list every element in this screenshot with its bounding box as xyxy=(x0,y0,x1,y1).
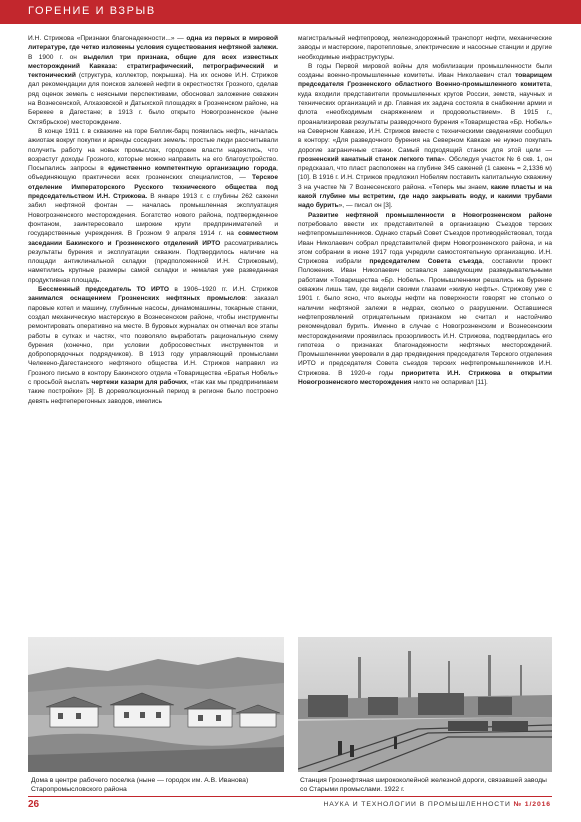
text-run: никто не оспаривал [11]. xyxy=(411,378,488,386)
bold-text-run: приоритета И.Н. Стрижова в открытии Новогрозненского месторождения xyxy=(298,369,553,386)
paragraph xyxy=(28,127,278,285)
bold-text-run: какие пласты и на какой глубине мы встретим, где надо закрывать воду, и какими трубами надо бурить xyxy=(298,183,553,210)
figure-caption: Станция Грознефтяная ширококолейной железной дороги, связавшей заводы со Старыми промыслами. 1922 г. xyxy=(300,777,547,793)
text-run: магистральный нефтепровод, железнодорожный транспорт нефти, механические заводы и мастерские, паротепловые, электрические и насосные станции и другие необходимые инфраструктуры. xyxy=(298,35,552,61)
bold-text-run: товарищем председателя Грозненского областного Военно-промышленного комитета xyxy=(298,72,552,89)
text-run: В 1900 г. он xyxy=(28,53,84,61)
text-run: потребовало ввести их представителей в организацию Съездов терских нефтепромышленников. Однако старый Совет Съездов противодействовал, тогда Иван Николаевич собрал представителей фирм Новогрозненского района, и на этом собрании в июне 1917 года учредили самостоятельную организацию. И.Н. Стрижова избрали xyxy=(298,220,552,266)
section-header-bar xyxy=(0,0,581,24)
text-run: рассматривались результаты бурения и эксплуатации скважин. Подтвердилось наличие на площади антиклинальной складки (предположенной И.Н. Стрижовым), наметились крупные размеры самой складки и немалая уже разведанная продуктивная площадь. xyxy=(28,239,279,284)
text-run: (структура, коллектор, покрышка). На их основе И.Н. Стрижов дал рекомендации для поисков залежей нефти в окрестностях Грозного, сделав ряд оценок земель с неясными перспективами, обосновал заложение скважин на Вознесенской, Алхазовской и Датыхской площадях в Грозненском районе, на Берекее в Дагестане; в 1913 г. было открыто Новогрозненское (ныне Октябрьское) месторождение. xyxy=(28,72,278,126)
bold-text-run: Бессменный председатель ТО ИРТО xyxy=(38,286,170,294)
journal-name: НАУКА И ТЕХНОЛОГИИ В ПРОМЫШЛЕННОСТИ xyxy=(323,801,511,808)
text-run: , составили проект Положения. Иван Николаевич оставался заведующим разведывательными работами «Товарищества «Бр. Нобель». Промышленники решались на бурение скважин лишь там, где видели своими глазами «живую нефть». Стрижову уже с 1901 г. было ясно, что выходы нефти на поверхности говорят не столько о наличии нефтяной залежи в недрах, сколько о разрушении. Оставшиеся нефтепроявлений отрицательным признаком не считал и настойчиво рекомендовал бурить. Именно в случае с Новогрозненским и Вознесенским месторождениями проявилась прозорливость И.Н. Стрижова, подтвердилась его гипотеза о признаках благонадежности нефтяных месторождений. Промышленники уверовали в дар предвидения председателя Терского отделения ИРТО и председателя Совета съездов терских нефтепромышленников И.Н. Стрижова. В 1920-е годы xyxy=(298,258,552,377)
text-run: , объединяющую практически всех грозненских специалистов, — xyxy=(28,165,279,182)
text-run: , «так как мы предпринимаем такие постройки» [3]. В дореволюционный период в регионе было построено девять нефтеперегонных заводов, имелись xyxy=(28,378,278,405)
bold-text-run: Развитие нефтяной промышленности в Новогрозненском районе xyxy=(308,211,552,219)
journal-issue: № 1/2016 xyxy=(513,801,551,808)
paragraph xyxy=(28,285,278,406)
village-houses-photo xyxy=(28,637,284,772)
bold-text-run: единственно компетентную организацию города xyxy=(108,165,277,173)
figure-caption: Дома в центре рабочего поселка (ныне — городок им. А.В. Иванова) Старопромысловского района xyxy=(31,777,249,793)
footer-rule xyxy=(28,796,552,797)
text-run: И.Н. Стрижова «Признаки благонадежности...» — xyxy=(28,35,187,42)
bold-text-run: Терское отделение Императорского Русского технического общества под председательством И.Н. Стрижова. xyxy=(28,174,278,201)
journal-title xyxy=(323,801,551,808)
text-run: , куда входили представители промышленных кругов России, земств, научных и технических организаций и др. Главная их задача состояла в снабжении армии и флота «необходимым снаряжением и продовольствием». В 1915 г., проанализировав результаты разведочного бурения «Товарищества «Бр. Нобель» на Северном Кавказе, И.Н. Стрижов вместе с техническими сведениями сообщил в контору: «Для разведочного бурения на Северном Кавказе не нужно покупать дорогие заграничные станки. Самый подходящий станок для этой цели — xyxy=(298,81,552,154)
text-run: В конце 1911 г. в скважине на горе Беллик-барц появилась нефть, началась ажиотаж вокруг покупки и аренды соседних земель: простые люди рассчитывали получить работу на новых промыслах, городские власти надеялись, что возрастут доходы Грозного, которые можно направить на его благоустройство. Посыпались запросы в xyxy=(28,127,278,173)
bold-text-run: грозненский канатный станок легкого типа xyxy=(298,155,441,163)
bold-text-run: совместном заседании Бакинского и Грозненского отделений ИРТО xyxy=(28,230,278,247)
page-number: 26 xyxy=(28,799,40,810)
bold-text-run: чертежи казарм для рабочих xyxy=(91,378,187,386)
right-text-column xyxy=(298,34,552,387)
bold-text-run: председателем Совета съезда xyxy=(369,258,483,266)
section-title: ГОРЕНИЕ И ВЗРЫВ xyxy=(28,5,156,17)
text-run: ». Обследуя участок № 6 скв. 1, он предсказал, что пласт расположен на глубине 345 саженей (1 сажень = 2,1336 м) [10]. В 1916 г. И.Н. Стрижов предложил Нобелям поставить капитальную скважину 3 на участке № 7 Вознесенского района. «Теперь мы знаем, xyxy=(298,155,552,191)
text-run: В январе 1913 г. с глубины 262 сажени забил нефтяной фонтан — началась промышленная эксплуатация Новогрозненского месторождения. Богатство нового района, подтвержденное фонтаном, заинтересовало широкие круги предпринимателей и государственные учреждения. В Грозном 9 апреля 1914 г. на xyxy=(28,193,278,238)
railway-station-photo xyxy=(298,637,552,772)
paragraph xyxy=(298,211,552,388)
text-run: В годы Первой мировой войны для мобилизации промышленности были созданы военно-промышленные комитеты. Иван Николаевич стал xyxy=(298,62,552,80)
paragraph xyxy=(298,62,552,211)
left-text-column xyxy=(28,34,278,406)
bold-text-run: одна из первых в мировой литературе, где четко изложены условия существования нефтяной залежи. xyxy=(28,35,278,52)
text-run: в 1906–1920 гг. И.Н. Стрижов xyxy=(169,286,278,294)
text-run: », — писал он [3]. xyxy=(338,202,393,210)
bold-text-run: выделил три признака, общие для всех известных месторождений Кавказа: стратиграфический, петрографический и тектонический xyxy=(28,53,278,80)
paragraph xyxy=(28,34,278,127)
bold-text-run: занимался оснащением Грозненских нефтяных промыслов xyxy=(28,295,246,303)
paragraph xyxy=(298,34,552,62)
text-run: : заказал паровые котел и машину, глубинные насосы, динамомашины, токарные станки, создал механическую мастерскую в Вознесенском районе, чтобы инструменты ремонтировать оперативно на месте. В буровых журналах он отмечал все этапы работы в сутках и частях, что позволяло выработать рациональную схему бурения (конечно, при условии добросовестных инструментов и добропорядочных подрядчиков). В 1913 году управляющий промыслами Челекено-Дагестанского нефтяного общества И.Н. Стрижов направил из Грозного письмо в контору Бакинского отдела «Товарищества «Братья Нобель» с просьбой выслать xyxy=(28,295,278,386)
